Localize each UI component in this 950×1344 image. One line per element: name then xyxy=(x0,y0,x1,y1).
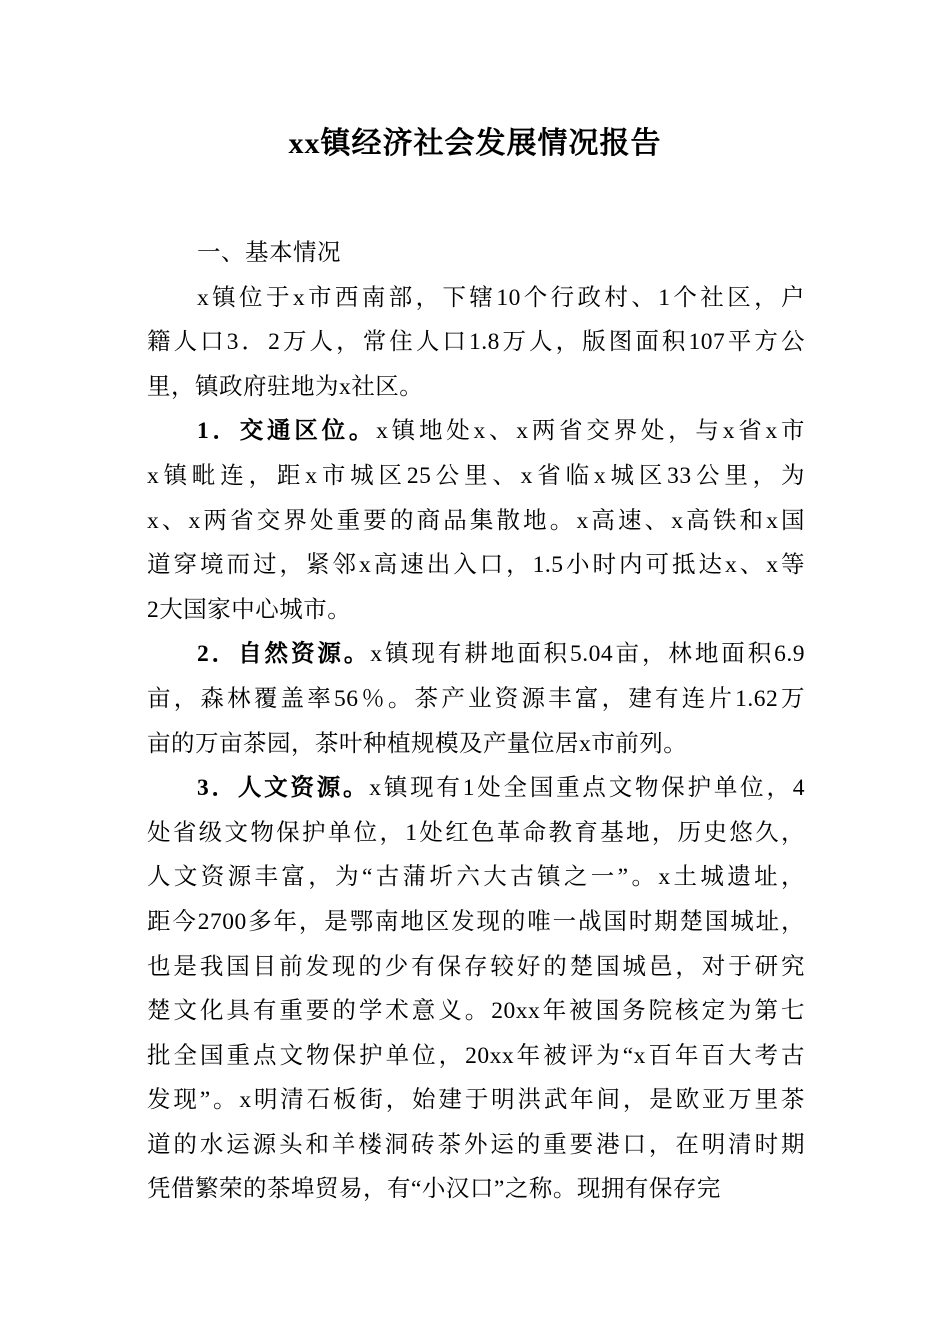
line-text: x镇现有1处全国重点文物保护单位，4 xyxy=(369,775,806,802)
paragraph-lead: 1．交通区位。 xyxy=(197,418,377,445)
paragraph-lead: 3．人文资源。 xyxy=(197,775,370,802)
paragraph xyxy=(147,632,805,766)
paragraph-line xyxy=(147,677,805,722)
line-text: 人文资源丰富，为“古蒲圻六大古镇之一”。x土城遗址， xyxy=(147,864,805,891)
line-text: 2大国家中心城市。 xyxy=(147,596,352,623)
line-text: x、x两省交界处重要的商品集散地。x高速、x高铁和x国 xyxy=(147,507,805,534)
paragraph-line xyxy=(147,409,805,454)
paragraph-line xyxy=(147,1123,805,1168)
line-text: x镇位于x市西南部，下辖10个行政村、1个社区，户 xyxy=(197,284,805,311)
paragraphs xyxy=(147,276,805,1212)
paragraph-line xyxy=(147,811,805,856)
line-text: 亩，森林覆盖率56％。茶产业资源丰富，建有连片1.62万 xyxy=(147,685,805,712)
paragraph-line xyxy=(147,1034,805,1079)
paragraph-line xyxy=(147,766,805,811)
document-body xyxy=(147,231,805,1212)
line-text: 批全国重点文物保护单位，20xx年被评为“x百年百大考古 xyxy=(147,1042,805,1069)
paragraph-lead: 2．自然资源。 xyxy=(197,641,371,668)
line-text: 处省级文物保护单位，1处红色革命教育基地，历史悠久， xyxy=(147,819,805,846)
paragraph-line xyxy=(147,1167,805,1212)
line-text: 发现”。x明清石板街，始建于明洪武年间，是欧亚万里茶 xyxy=(147,1087,805,1114)
line-text: x镇现有耕地面积5.04亩，林地面积6.9 xyxy=(370,641,806,668)
paragraph-line xyxy=(147,499,805,544)
line-text: 楚文化具有重要的学术意义。20xx年被国务院核定为第七 xyxy=(147,998,805,1025)
document-title: xx镇经济社会发展情况报告 xyxy=(288,127,662,160)
paragraph-line xyxy=(147,454,805,499)
paragraph-line xyxy=(147,365,805,410)
section-heading: 一、基本情况 xyxy=(197,240,341,266)
line-text: 距今2700多年，是鄂南地区发现的唯一战国时期楚国城址， xyxy=(147,908,805,935)
paragraph-line xyxy=(147,900,805,945)
paragraph-line xyxy=(147,632,805,677)
line-text: 也是我国目前发现的少有保存较好的楚国城邑，对于研究 xyxy=(147,953,805,980)
line-text: 亩的万亩茶园，茶叶种植规模及产量位居x市前列。 xyxy=(147,730,688,757)
line-text: x镇毗连，距x市城区25公里、x省临x城区33公里，为 xyxy=(147,462,805,489)
paragraph-line xyxy=(147,1078,805,1123)
paragraph-line xyxy=(147,855,805,900)
paragraph-line xyxy=(147,722,805,767)
paragraph-line xyxy=(147,320,805,365)
paragraph-line xyxy=(147,276,805,321)
paragraph-line xyxy=(147,989,805,1034)
paragraph xyxy=(147,766,805,1212)
line-text: 凭借繁荣的茶埠贸易，有“小汉口”之称。现拥有保存完 xyxy=(147,1176,721,1203)
line-text: 道的水运源头和羊楼洞砖茶外运的重要港口，在明清时期 xyxy=(147,1131,805,1158)
paragraph xyxy=(147,409,805,632)
line-text: 道穿境而过，紧邻x高速出入口，1.5小时内可抵达x、x等 xyxy=(147,552,805,579)
paragraph-line xyxy=(147,945,805,990)
line-text: 里，镇政府驻地为x社区。 xyxy=(147,373,424,400)
paragraph-line xyxy=(147,588,805,633)
line-text: x镇地处x、x两省交界处，与x省x市 xyxy=(376,418,806,445)
paragraph-line xyxy=(147,543,805,588)
paragraph xyxy=(147,276,805,410)
line-text: 籍人口3．2万人，常住人口1.8万人，版图面积107平方公 xyxy=(147,329,805,356)
